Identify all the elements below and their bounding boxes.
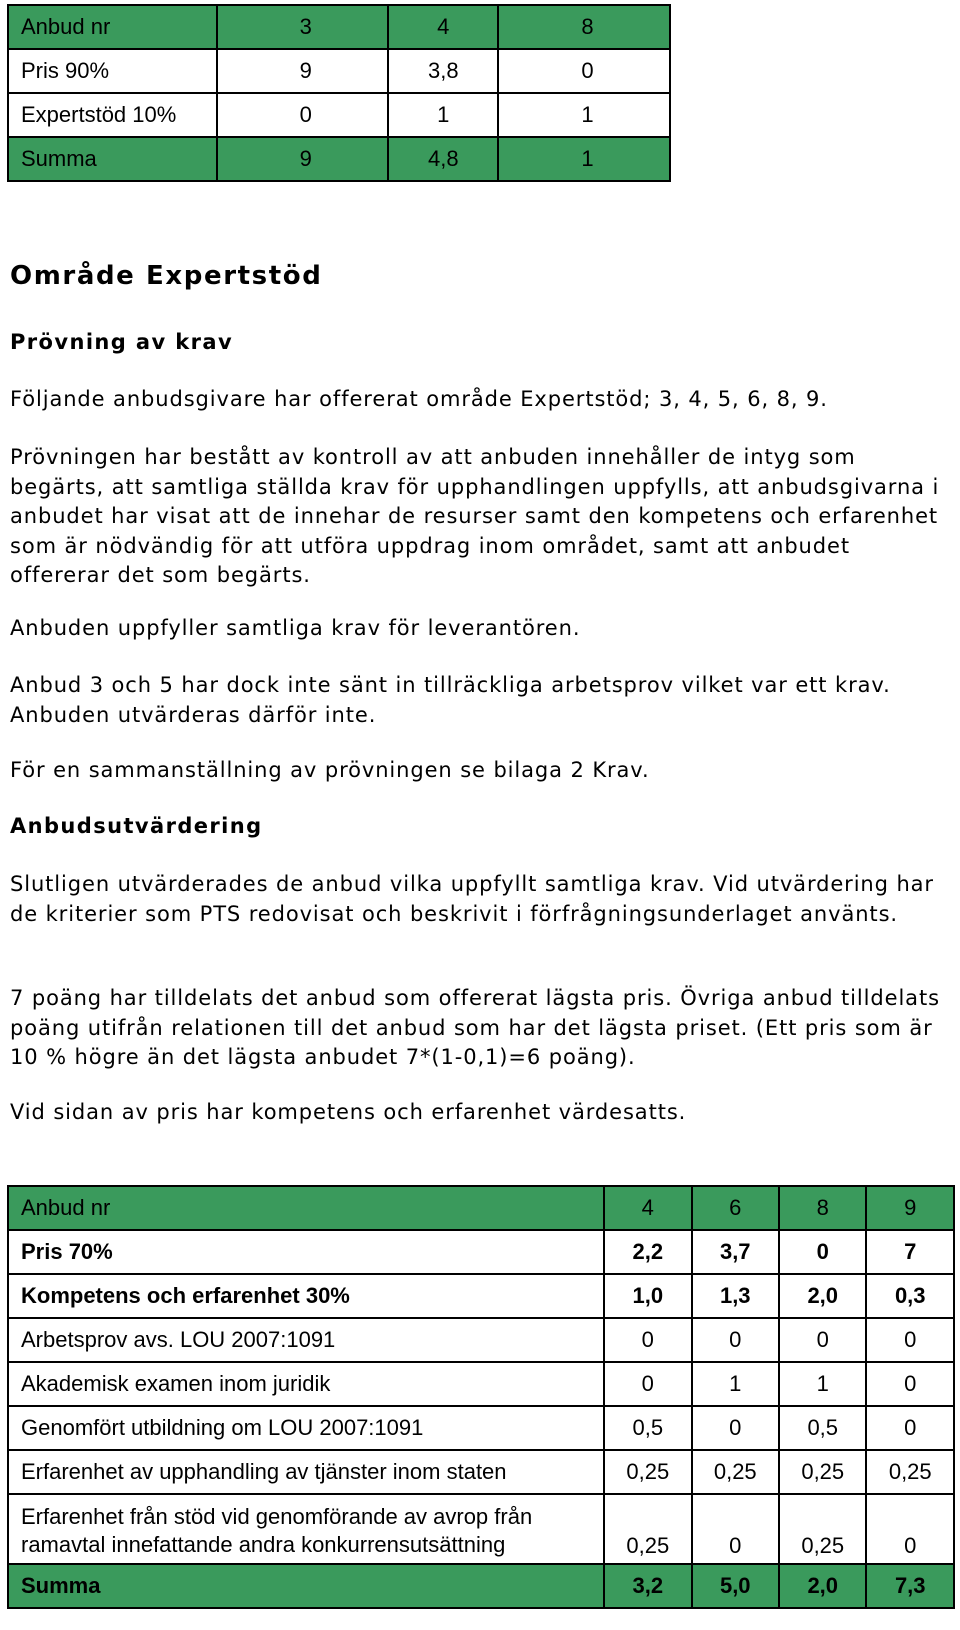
- table-cell: 1: [692, 1362, 779, 1406]
- table-cell: 0: [498, 49, 670, 93]
- table-row: [8, 1274, 954, 1318]
- table-cell: 0,5: [604, 1406, 691, 1450]
- table-row: [8, 1450, 954, 1494]
- table-cell: 8: [498, 5, 670, 49]
- table-cell: 2,0: [779, 1564, 866, 1608]
- subheading-evaluation: Anbudsutvärdering: [10, 814, 263, 838]
- section-heading: Område Expertstöd: [10, 261, 323, 291]
- table-cell: 1,0: [604, 1274, 691, 1318]
- table-row: [8, 1362, 954, 1406]
- table-cell: Anbud nr: [8, 1186, 604, 1230]
- table-row: [8, 137, 670, 181]
- table-cell: 0: [779, 1318, 866, 1362]
- table-cell: 7,3: [866, 1564, 954, 1608]
- table-cell: 0: [866, 1406, 954, 1450]
- table-cell: 2,2: [604, 1230, 691, 1274]
- table-cell: Erfarenhet från stöd vid genomförande av avrop från ramavtal innefattande andra konkurrensutsättning: [8, 1494, 604, 1564]
- table-row: [8, 93, 670, 137]
- table-row: [8, 1186, 954, 1230]
- table-row: [8, 1230, 954, 1274]
- table-cell: 0,25: [604, 1494, 691, 1564]
- table-cell: Genomfört utbildning om LOU 2007:1091: [8, 1406, 604, 1450]
- table-cell: Kompetens och erfarenhet 30%: [8, 1274, 604, 1318]
- table-cell: Pris 70%: [8, 1230, 604, 1274]
- table-cell: 0: [866, 1362, 954, 1406]
- table-row: [8, 1564, 954, 1608]
- table-cell: 0: [604, 1318, 691, 1362]
- table-cell: 2,0: [779, 1274, 866, 1318]
- paragraph-bidders: Följande anbudsgivare har offererat område Expertstöd; 3, 4, 5, 6, 8, 9.: [10, 387, 828, 411]
- table-cell: Summa: [8, 137, 217, 181]
- table-cell: 9: [217, 137, 389, 181]
- table-cell: 0: [604, 1362, 691, 1406]
- table-cell: Summa: [8, 1564, 604, 1608]
- table-cell: Erfarenhet av upphandling av tjänster inom staten: [8, 1450, 604, 1494]
- table-cell: 7: [866, 1230, 954, 1274]
- table-cell: Expertstöd 10%: [8, 93, 217, 137]
- paragraph-review: Prövningen har bestått av kontroll av att anbuden innehåller de intyg som begärts, att samtliga ställda krav för upphandlingen uppfylls, att anbudsgivarna i anbudet har visat att de innehar de resurser samt den kompetens och erfarenhet som är nödvändig för att utföra uppdrag inom området, samt att anbudet offererar det som begärts.: [10, 445, 940, 587]
- score-table-evaluation: [7, 1185, 955, 1609]
- paragraph-competence: Vid sidan av pris har kompetens och erfarenhet värdesatts.: [10, 1100, 687, 1124]
- table-cell: 0,3: [866, 1274, 954, 1318]
- table-cell: 4: [604, 1186, 691, 1230]
- table-cell: Anbud nr: [8, 5, 217, 49]
- table-cell: 3: [217, 5, 389, 49]
- table-cell: 9: [217, 49, 389, 93]
- table-cell: 0: [692, 1494, 779, 1564]
- table-cell: 0: [692, 1318, 779, 1362]
- table-cell: 0,25: [604, 1450, 691, 1494]
- table-row: [8, 1318, 954, 1362]
- table-cell: 0: [779, 1230, 866, 1274]
- table-row: [8, 5, 670, 49]
- table-cell: 5,0: [692, 1564, 779, 1608]
- table-cell: Arbetsprov avs. LOU 2007:1091: [8, 1318, 604, 1362]
- table-cell: 9: [866, 1186, 954, 1230]
- table-cell: 0: [692, 1406, 779, 1450]
- table-cell: 4,8: [388, 137, 498, 181]
- paragraph-requirements-met: Anbuden uppfyller samtliga krav för leverantören.: [10, 616, 581, 640]
- table-cell: 0,25: [692, 1450, 779, 1494]
- table-cell: 0,25: [779, 1494, 866, 1564]
- table-cell: 0: [866, 1318, 954, 1362]
- paragraph-work-samples: Anbud 3 och 5 har dock inte sänt in tillräckliga arbetsprov vilket var ett krav. Anbuden utvärderas därför inte.: [10, 673, 891, 727]
- paragraph-evaluation: Slutligen utvärderades de anbud vilka uppfyllt samtliga krav. Vid utvärdering har de kriterier som PTS redovisat och beskrivit i förfrågningsunderlaget använts.: [10, 872, 934, 926]
- table-cell: Pris 90%: [8, 49, 217, 93]
- paragraph-appendix: För en sammanställning av prövningen se bilaga 2 Krav.: [10, 758, 650, 782]
- table-cell: 0,25: [779, 1450, 866, 1494]
- table-cell: 1: [779, 1362, 866, 1406]
- table-cell: 3,7: [692, 1230, 779, 1274]
- paragraph-scoring: 7 poäng har tilldelats det anbud som offererat lägsta pris. Övriga anbud tilldelats poäng utifrån relationen till det anbud som har det lägsta priset. (Ett pris som är 10 % högre än det lägsta anbudet 7*(1-0,1)=6 poäng).: [10, 986, 940, 1069]
- table-row: [8, 1494, 954, 1564]
- table-cell: 0: [866, 1494, 954, 1564]
- table-cell: 3,8: [388, 49, 498, 93]
- table-cell: 6: [692, 1186, 779, 1230]
- table-cell: 3,2: [604, 1564, 691, 1608]
- table-cell: 0,5: [779, 1406, 866, 1450]
- table-row: [8, 49, 670, 93]
- table-row: [8, 1406, 954, 1450]
- score-table-price-expert: [7, 4, 671, 182]
- table-cell: 0,25: [866, 1450, 954, 1494]
- subheading-review: Prövning av krav: [10, 330, 234, 354]
- table-cell: 1: [498, 137, 670, 181]
- table-cell: 1,3: [692, 1274, 779, 1318]
- table-cell: 1: [388, 93, 498, 137]
- table-cell: Akademisk examen inom juridik: [8, 1362, 604, 1406]
- table-cell: 0: [217, 93, 389, 137]
- table-cell: 1: [498, 93, 670, 137]
- table-cell: 8: [779, 1186, 866, 1230]
- table-cell: 4: [388, 5, 498, 49]
